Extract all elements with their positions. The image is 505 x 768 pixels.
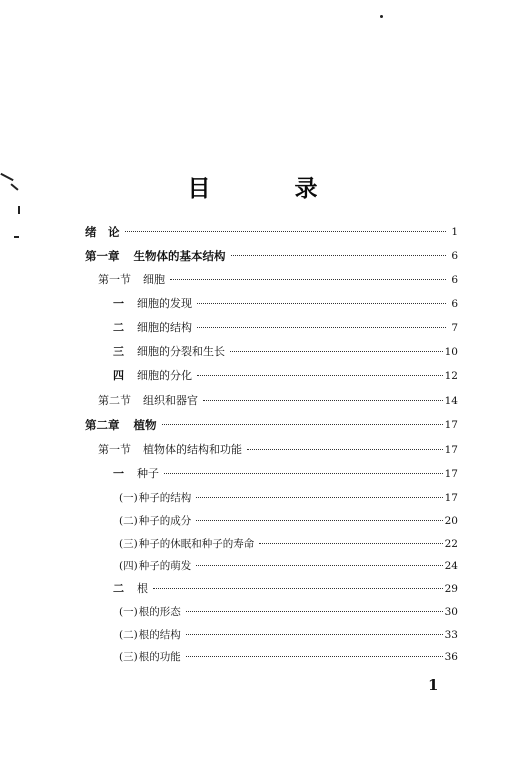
scan-mark xyxy=(18,206,20,214)
toc-number: (三) xyxy=(119,651,138,663)
toc-label: 细胞的结构 xyxy=(137,321,192,334)
toc-label: 细胞 xyxy=(143,273,165,286)
toc-number: (二) xyxy=(119,629,138,641)
dot-leader xyxy=(247,440,443,450)
toc-page-number: 12 xyxy=(444,370,458,382)
toc-page-number: 22 xyxy=(444,538,458,550)
toc-number: (一) xyxy=(119,606,138,618)
dot-leader xyxy=(196,488,442,498)
toc-page-number: 6 xyxy=(451,250,458,262)
toc-label: 根的形态 xyxy=(138,606,181,618)
toc-number: 二 xyxy=(113,582,124,595)
toc-label: 根的结构 xyxy=(138,629,181,641)
toc-page-number: 1 xyxy=(451,226,458,238)
scan-mark xyxy=(380,15,383,18)
dot-leader xyxy=(197,366,443,376)
toc-entry xyxy=(113,366,458,386)
toc-number: 第一节 xyxy=(98,443,131,456)
toc-entry xyxy=(119,647,458,667)
dot-leader xyxy=(197,294,446,304)
toc-entry xyxy=(113,318,458,338)
toc-entry xyxy=(85,415,458,435)
toc-label: 根的功能 xyxy=(138,651,181,663)
toc-number: (三) xyxy=(119,538,138,550)
toc-entry xyxy=(119,625,458,645)
toc-label: 细胞的发现 xyxy=(137,297,192,310)
toc-label: 种子的成分 xyxy=(138,515,192,527)
toc-entry xyxy=(98,391,458,411)
dot-leader xyxy=(196,556,442,566)
dot-leader xyxy=(259,534,442,544)
toc-number: 第二章 xyxy=(85,418,120,432)
dot-leader xyxy=(153,579,443,589)
toc-page-number: 17 xyxy=(444,444,458,456)
dot-leader xyxy=(170,270,446,280)
toc-label: 细胞的分裂和生长 xyxy=(137,345,225,358)
toc-label: 种子的休眠和种子的寿命 xyxy=(138,538,255,550)
toc-label: 生物体的基本结构 xyxy=(133,249,226,263)
dot-leader xyxy=(230,342,443,352)
dot-leader xyxy=(196,511,442,521)
dot-leader xyxy=(162,415,443,425)
toc-number: 四 xyxy=(113,369,124,382)
toc-entry xyxy=(119,602,458,622)
dot-leader xyxy=(203,391,443,401)
toc-page-number: 20 xyxy=(444,515,458,527)
toc-page-number: 7 xyxy=(451,322,458,334)
toc-entry xyxy=(113,342,458,362)
dot-leader xyxy=(186,602,443,612)
toc-number: 一 xyxy=(113,467,124,480)
page-title: 目 录 xyxy=(187,176,356,202)
dot-leader xyxy=(186,625,443,635)
toc-entry xyxy=(119,534,458,554)
toc-number: 三 xyxy=(113,345,124,358)
toc-entry xyxy=(119,511,458,531)
toc-page-number: 6 xyxy=(451,298,458,310)
toc-number: (一) xyxy=(119,492,138,504)
toc-page-number: 29 xyxy=(444,583,458,595)
toc-number: 二 xyxy=(113,321,124,334)
scan-mark xyxy=(14,236,19,238)
toc-entry xyxy=(113,579,458,599)
toc-number: 第一节 xyxy=(98,273,131,286)
toc-label: 种子 xyxy=(137,467,159,480)
dot-leader xyxy=(186,647,443,657)
toc-number: 第一章 xyxy=(85,249,120,263)
toc-entry xyxy=(113,464,458,484)
toc-label: 组织和器官 xyxy=(143,394,198,407)
toc-page-number: 17 xyxy=(444,419,458,431)
toc-label: 根 xyxy=(137,582,148,595)
toc-label: 细胞的分化 xyxy=(137,369,192,382)
toc-page-number: 36 xyxy=(444,651,458,663)
toc-entry xyxy=(85,246,458,266)
toc-number: (四) xyxy=(119,560,138,572)
toc-entry xyxy=(119,556,458,576)
toc-page-number: 17 xyxy=(444,468,458,480)
dot-leader xyxy=(164,464,443,474)
toc-number: 一 xyxy=(113,297,124,310)
dot-leader xyxy=(231,246,447,256)
toc-entry xyxy=(113,294,458,314)
dot-leader xyxy=(197,318,446,328)
toc-label: 绪 论 xyxy=(85,225,120,239)
toc-page-number: 30 xyxy=(444,606,458,618)
dot-leader xyxy=(125,222,447,232)
toc-number: 第二节 xyxy=(98,394,131,407)
toc-entry xyxy=(85,222,458,242)
toc-page-number: 10 xyxy=(444,346,458,358)
toc-page-number: 33 xyxy=(444,629,458,641)
toc-page-number: 14 xyxy=(444,395,458,407)
page-number: 1 xyxy=(428,676,439,694)
toc-label: 种子的萌发 xyxy=(138,560,192,572)
toc-entry xyxy=(119,488,458,508)
toc-label: 植物 xyxy=(133,418,157,432)
toc-label: 植物体的结构和功能 xyxy=(143,443,242,456)
toc-page-number: 17 xyxy=(444,492,458,504)
toc-entry xyxy=(98,440,458,460)
toc-entry xyxy=(98,270,458,290)
toc-number: (二) xyxy=(119,515,138,527)
toc-page-number: 6 xyxy=(451,274,458,286)
toc-page-number: 24 xyxy=(444,560,458,572)
toc-label: 种子的结构 xyxy=(138,492,192,504)
